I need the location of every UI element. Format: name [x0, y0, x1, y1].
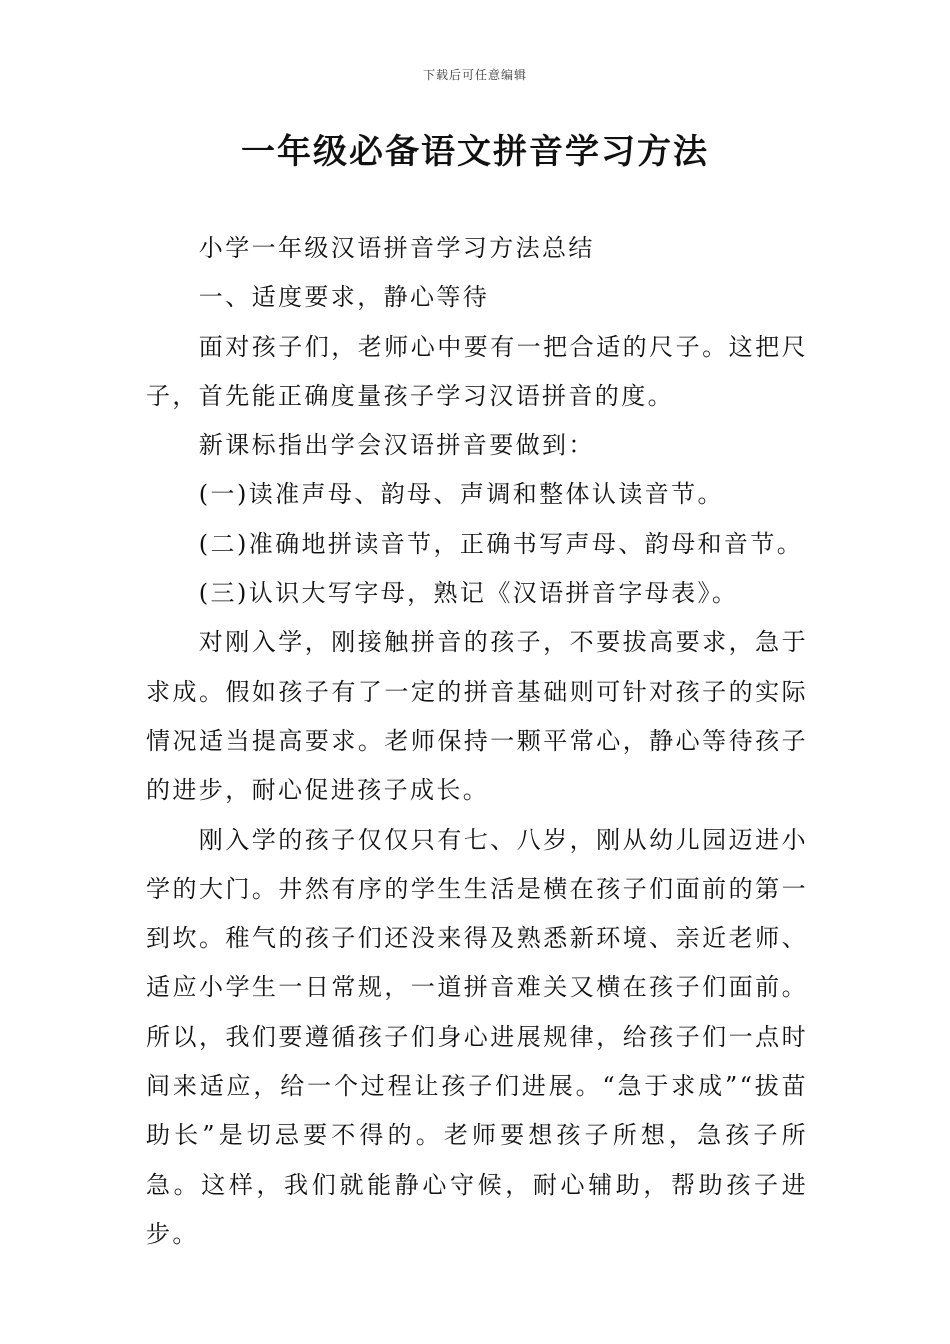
- document-body: [146, 224, 808, 1259]
- list-item: (一)读准声母、韵母、声调和整体认读音节。: [198, 480, 724, 509]
- list-item: (二)准确地拼读音节，正确书写声母、韵母和音节。: [198, 529, 804, 558]
- paragraph: 刚入学的孩子仅仅只有七、八岁，刚从幼儿园迈进小学的大门。井然有序的学生生活是横在孩子们面前的第一到坎。稚气的孩子们还没来得及熟悉新环境、亲近老师、适应小学生一日常规，一道拼音难关又横在孩子们面前。所以，我们要遵循孩子们身心进展规律，给孩子们一点时间来适应，给一个过程让孩子们进展。“急于求成”“拔苗助长”是切忌要不得的。老师要想孩子所想，急孩子所急。这样，我们就能静心守候，耐心辅助，帮助孩子进步。: [146, 825, 808, 1248]
- paragraph: 面对孩子们，老师心中要有一把合适的尺子。这把尺子，首先能正确度量孩子学习汉语拼音的度。: [146, 332, 808, 410]
- paragraph-section-heading: 一、适度要求，静心等待: [198, 283, 490, 312]
- paragraph: 新课标指出学会汉语拼音要做到：: [198, 431, 595, 460]
- list-item: (三)认识大写字母，熟记《汉语拼音字母表》。: [198, 579, 739, 608]
- paragraph: 对刚入学，刚接触拼音的孩子，不要拔高要求，急于求成。假如孩子有了一定的拼音基础则可针对孩子的实际情况适当提高要求。老师保持一颗平常心，静心等待孩子的进步，耐心促进孩子成长。: [146, 628, 808, 805]
- page-title: 一年级必备语文拼音学习方法: [241, 132, 709, 172]
- paragraph-subtitle: 小学一年级汉语拼音学习方法总结: [198, 234, 595, 262]
- header-note: 下载后可任意编辑: [422, 68, 527, 82]
